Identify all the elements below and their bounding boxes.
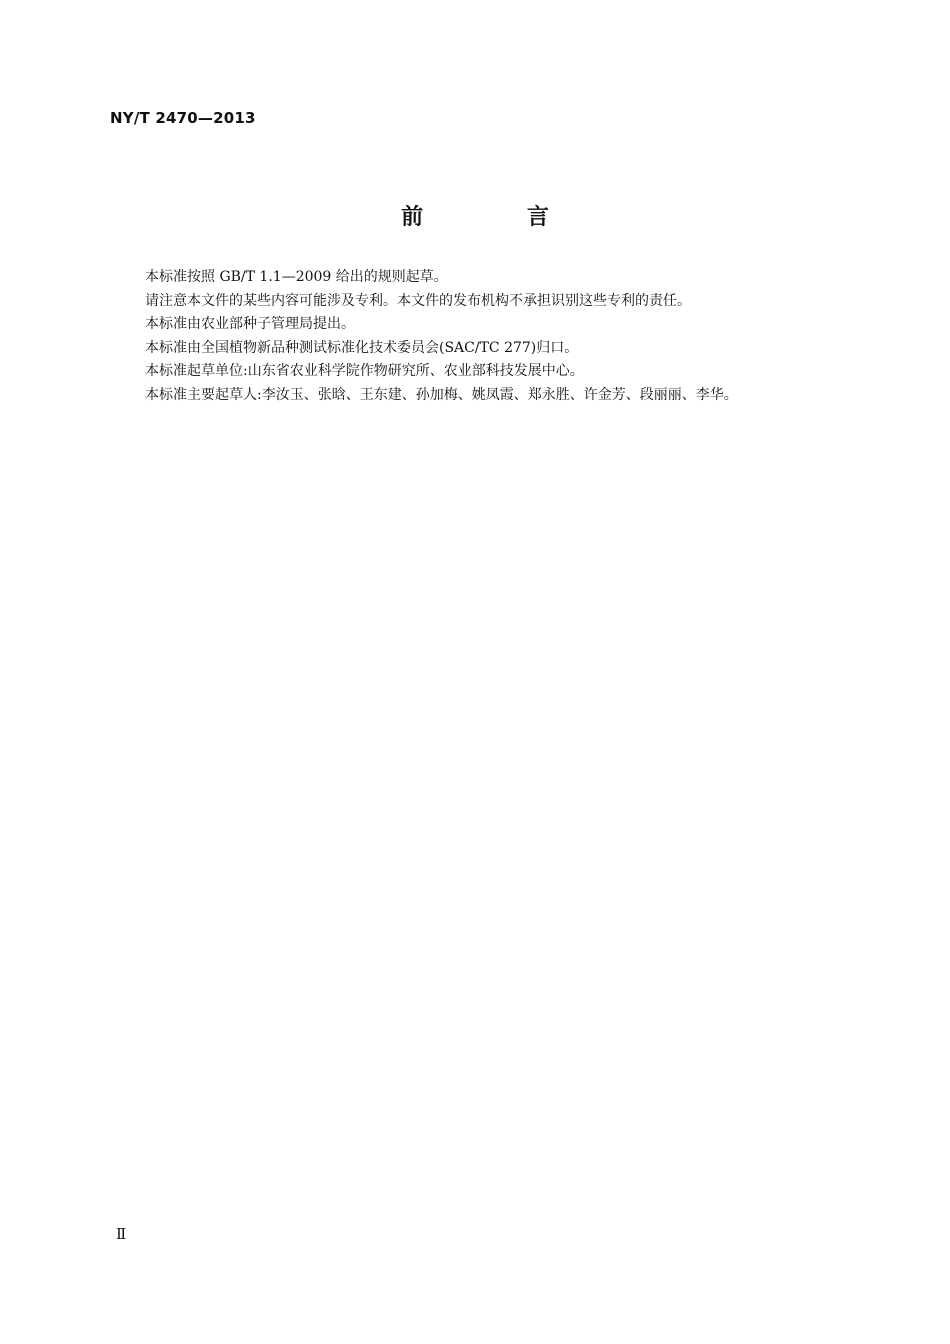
paragraph-patent-notice: 请注意本文件的某些内容可能涉及专利。本文件的发布机构不承担识别这些专利的责任。	[145, 292, 691, 309]
foreword-body	[145, 266, 845, 408]
paragraph-drafters: 本标准主要起草人:李汝玉、张晗、王东建、孙加梅、姚凤霞、郑永胜、许金芳、段丽丽、李华。	[145, 386, 738, 403]
paragraph-drafting-rules: 本标准按照 GB/T 1.1—2009 给出的规则起草。	[145, 269, 448, 285]
paragraph-drafting-units: 本标准起草单位:山东省农业科学院作物研究所、农业部科技发展中心。	[145, 363, 584, 380]
paragraph-administration: 本标准由全国植物新品种测试标准化技术委员会(SAC/TC 277)归口。	[145, 339, 579, 356]
page-title: 前 言	[401, 205, 597, 230]
standard-number: NY/T 2470—2013	[110, 109, 256, 127]
page-number: Ⅱ	[116, 1225, 127, 1243]
paragraph-proposer: 本标准由农业部种子管理局提出。	[145, 316, 355, 333]
